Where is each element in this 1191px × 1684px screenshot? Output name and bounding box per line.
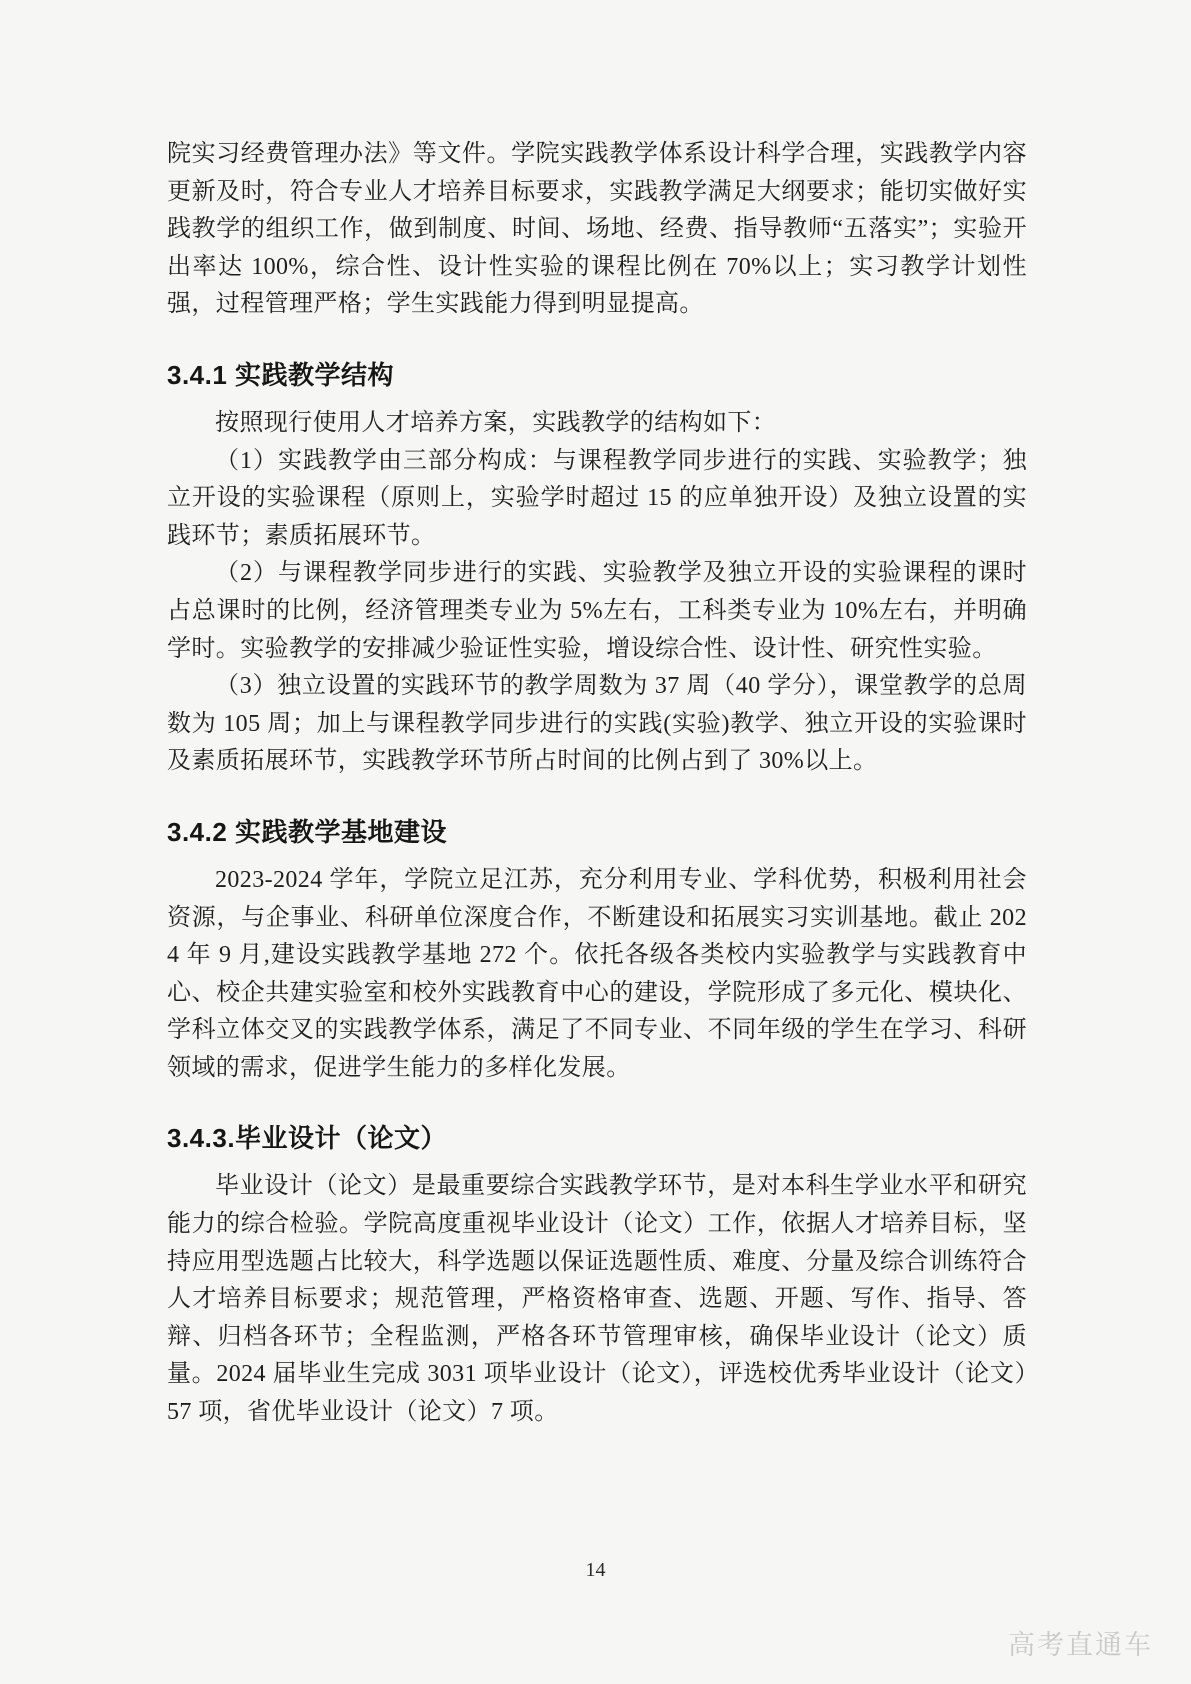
- page-number: 14: [585, 1559, 606, 1581]
- watermark: 高考直通车: [1008, 1630, 1153, 1660]
- section-heading-3-4-2: 3.4.2 实践教学基地建设: [167, 816, 448, 847]
- paragraph: 毕业设计（论文）是最重要综合实践教学环节，是对本科生学业水平和研究能力的综合检验。学院高度重视毕业设计（论文）工作，依据人才培养目标，坚持应用型选题占比较大，科学选题以保证选题性质、难度、分量及综合训练符合人才培养目标要求；规范管理，严格资格审查、选题、开题、写作、指导、答辩、归档各环节；全程监测，严格各环节管理审核，确保毕业设计（论文）质量。2024 届毕业生完成 3031 项毕业设计（论文），评选校优秀毕业设计（论文）57 项，省优毕业设计（论文）7 项。: [167, 1173, 1027, 1426]
- section-heading-3-4-3: 3.4.3.毕业设计（论文）: [167, 1123, 448, 1154]
- paragraph: （2）与课程教学同步进行的实践、实验教学及独立开设的实验课程的课时占总课时的比例，经济管理类专业为 5%左右，工科类专业为 10%左右，并明确学时。实验教学的安排减少验证性实验，增设综合性、设计性、研究性实验。: [167, 560, 1027, 662]
- paragraph: 按照现行使用人才培养方案，实践教学的结构如下：: [215, 409, 777, 436]
- paragraph: 2023-2024 学年，学院立足江苏，充分利用专业、学科优势，积极利用社会资源，与企事业、科研单位深度合作，不断建设和拓展实习实训基地。截止 2024 年 9 月,建设实践教学基地 272 个。依托各级各类校内实验教学与实践教育中心、校企共建实验室和校外实践教育中心的建设，学院形成了多元化、模块化、学科立体交叉的实践教学体系，满足了不同专业、不同年级的学生在学习、科研领域的需求，促进学生能力的多样化发展。: [167, 866, 1027, 1081]
- section-heading-3-4-1: 3.4.1 实践教学结构: [167, 359, 395, 390]
- intro-paragraph: 院实习经费管理办法》等文件。学院实践教学体系设计科学合理，实践教学内容更新及时，符合专业人才培养目标要求，实践教学满足大纲要求；能切实做好实践教学的组织工作，做到制度、时间、场地、经费、指导教师“五落实”；实验开出率达 100%，综合性、设计性实验的课程比例在 70%以上；实习教学计划性强，过程管理严格；学生实践能力得到明显提高。: [167, 141, 1027, 318]
- paragraph: （1）实践教学由三部分构成：与课程教学同步进行的实践、实验教学；独立开设的实验课程（原则上，实验学时超过 15 的应单独开设）及独立设置的实践环节；素质拓展环节。: [167, 447, 1027, 549]
- paragraph: （3）独立设置的实践环节的教学周数为 37 周（40 学分），课堂教学的总周数为 105 周；加上与课程教学同步进行的实践(实验)教学、独立开设的实验课时及素质拓展环节，实践教学环节所占时间的比例占到了 30%以上。: [167, 673, 1027, 775]
- page-content: [167, 136, 1027, 1432]
